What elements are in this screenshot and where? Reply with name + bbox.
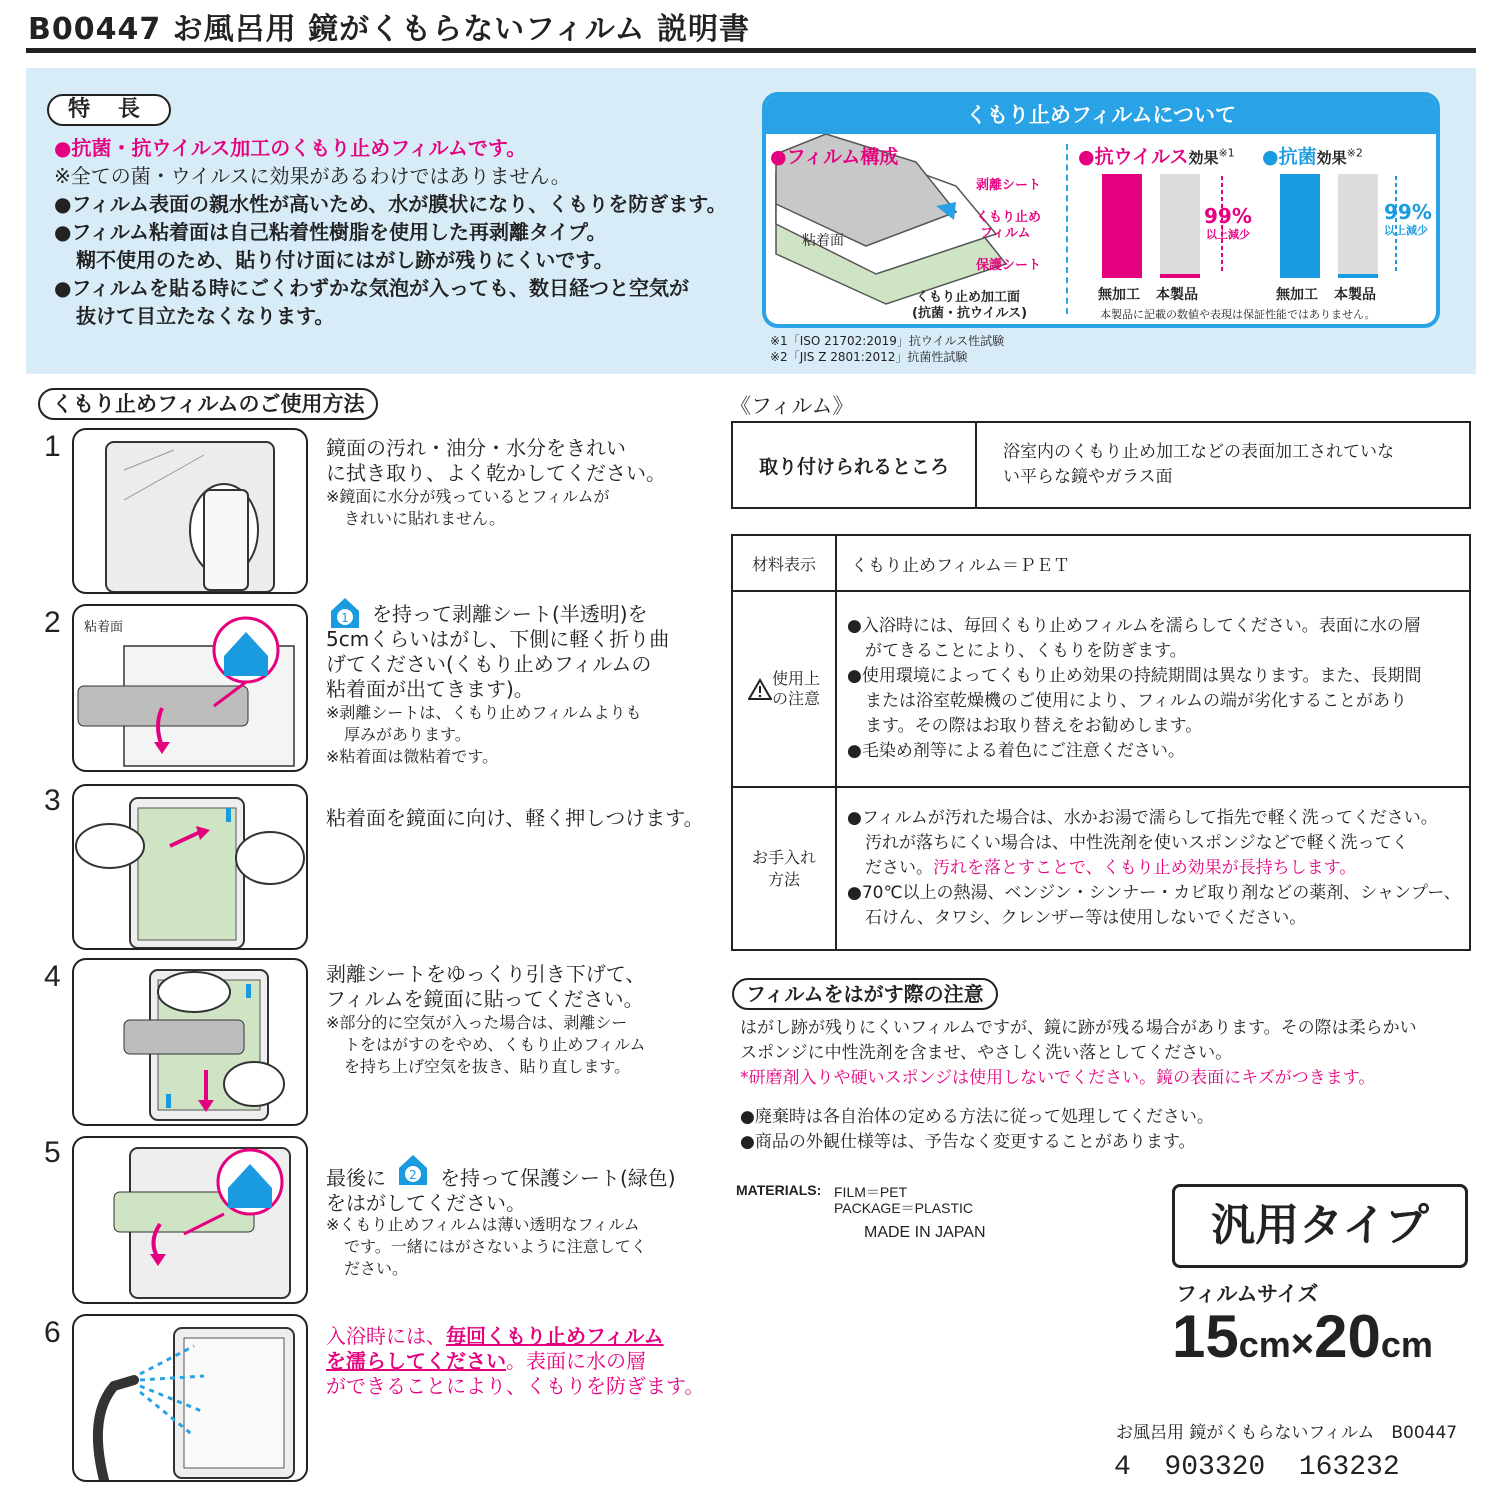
caution-label-cell xyxy=(732,591,836,787)
features-pill: 特 長 xyxy=(47,94,171,126)
bact-untreated-bar xyxy=(1280,174,1320,278)
step-6-line-1 xyxy=(326,1324,664,1349)
adhesive-label: 粘着面 xyxy=(84,620,124,635)
bact-reduction: 99% xyxy=(1384,200,1432,224)
step-number: 3 xyxy=(44,784,61,817)
coated-label: (抗菌・抗ウイルス) xyxy=(912,306,1028,321)
step-text: に拭き取り、よく乾かしてください。 xyxy=(326,461,666,485)
bact-product-fill xyxy=(1338,274,1378,278)
virus-reduction: 99% xyxy=(1204,204,1252,228)
size-unit: cm xyxy=(1238,1324,1291,1365)
caution-label: 使用上 xyxy=(771,669,820,688)
virus-note: ※1 xyxy=(1218,146,1235,160)
bact-product-bar xyxy=(1338,174,1378,278)
step-text: 入浴時には、 xyxy=(326,1324,446,1348)
step-note: を持ち上げ空気を抜き、貼り直します。 xyxy=(344,1057,631,1076)
mount-value: 浴室内のくもり止め加工などの表面加工されていな xyxy=(1003,442,1394,462)
page-title: B00447 お風呂用 鏡がくもらないフィルム 説明書 xyxy=(28,12,750,47)
caution-cell xyxy=(836,591,1470,787)
caution-line: ます。その際はお取り替えをお勧めします。 xyxy=(865,716,1203,736)
feature-line: 抜けて目立たなくなります。 xyxy=(76,304,335,328)
mount-table xyxy=(731,421,1471,509)
product-line: お風呂用 鏡がくもらないフィルム B00447 xyxy=(1116,1423,1458,1443)
care-line: 石けん、タワシ、クレンザー等は使用しないでください。 xyxy=(865,908,1307,928)
care-line: ●70℃以上の熱湯、ベンジン・シンナー・カビ取り剤などの薬剤、シャンプー、 xyxy=(847,883,1461,903)
removal-note: ●廃棄時は各自治体の定める方法に従って処理してください。 xyxy=(740,1107,1214,1127)
film-info-box xyxy=(762,92,1440,328)
caution-line: ●使用環境によってくもり止め効果の持続期間は異なります。また、長期間 xyxy=(847,666,1422,686)
feature-line: 糊不使用のため、貼り付け面にはがし跡が残りにくいです。 xyxy=(76,248,614,272)
tab-2-icon xyxy=(398,1154,428,1186)
step-text: 5cmくらいはがし、下側に軽く折り曲 xyxy=(326,627,670,651)
step-note: ※剥離シートは、くもり止めフィルムよりも xyxy=(326,703,642,722)
mount-label: 取り付けられるところ xyxy=(732,422,976,508)
product-label: 本製品 xyxy=(1156,287,1198,303)
disclaimer: 本製品に記載の数値や表現は保証性能ではありません。 xyxy=(1100,308,1376,321)
product-label: 本製品 xyxy=(1334,287,1376,303)
step-note: です。一緒にはがさないように注意してく xyxy=(344,1237,647,1256)
untreated-label: 無加工 xyxy=(1098,287,1140,303)
size-label: フィルムサイズ xyxy=(1176,1282,1319,1306)
step-text: をはがしてください。 xyxy=(326,1191,526,1215)
footnote: ※1「ISO 21702:2019」抗ウイルス性試験 xyxy=(770,334,1005,348)
feature-line: ●抗菌・抗ウイルス加工のくもり止めフィルムです。 xyxy=(54,136,527,160)
step-note: きれいに貼れません。 xyxy=(344,509,505,528)
size-unit: cm xyxy=(1380,1324,1433,1365)
step-note: ※鏡面に水分が残っているとフィルムが xyxy=(326,487,610,506)
usage-title: くもり止めフィルムのご使用方法 xyxy=(38,388,378,420)
coated-label: くもり止め加工面 xyxy=(916,290,1021,305)
step-text: を持って保護シート(緑色) xyxy=(440,1166,676,1190)
mount-value: い平らな鏡やガラス面 xyxy=(1003,467,1173,487)
materials-film: FILM＝PET xyxy=(834,1184,908,1200)
step-number: 5 xyxy=(44,1136,61,1169)
virus-product-bar xyxy=(1160,174,1200,278)
bact-note: ※2 xyxy=(1346,146,1363,160)
barcode-number: 4 903320 163232 xyxy=(1114,1452,1400,1483)
mount-value-cell xyxy=(976,422,1470,508)
size-height: 20 xyxy=(1314,1303,1381,1370)
bact-title xyxy=(1262,142,1363,169)
care-label: 方法 xyxy=(767,869,800,889)
title-rule xyxy=(26,48,1476,53)
layer-label: 保護シート xyxy=(976,258,1042,273)
removal-line: スポンジに中性洗剤を含ませ、やさしく洗い落としてください。 xyxy=(740,1043,1233,1063)
step-number: 1 xyxy=(44,430,61,463)
material-value: くもり止めフィルム＝ＰＥＴ xyxy=(836,535,1470,591)
bact-suffix: 効果 xyxy=(1316,149,1347,167)
caution-line: または浴室乾燥機のご使用により、フィルムの端が劣化することがあり xyxy=(865,691,1407,711)
step-illustration xyxy=(72,1314,308,1482)
step-text: ができることにより、くもりを防ぎます。 xyxy=(326,1374,705,1398)
step-number: 2 xyxy=(44,606,61,639)
materials-package: PACKAGE＝PLASTIC xyxy=(834,1200,974,1216)
size-value xyxy=(1172,1302,1433,1371)
caution-label: の注意 xyxy=(771,689,820,708)
removal-line: はがし跡が残りにくいフィルムですが、鏡に跡が残る場合があります。その際は柔らかい xyxy=(740,1018,1417,1038)
step-illustration xyxy=(72,428,308,594)
film-section-title: 《フィルム》 xyxy=(730,394,854,418)
untreated-label: 無加工 xyxy=(1276,287,1318,303)
step-note: ※粘着面は微粘着です。 xyxy=(326,747,499,766)
virus-title-text: ●抗ウイルス xyxy=(1078,146,1189,168)
step-illustration xyxy=(72,1136,308,1304)
feature-line: ●フィルム表面の親水性が高いため、水が膜状になり、くもりを防ぎます。 xyxy=(54,192,727,216)
step-note: ださい。 xyxy=(344,1259,409,1278)
virus-title xyxy=(1078,142,1235,169)
care-label: お手入れ xyxy=(751,847,816,867)
structure-title: ●フィルム構成 xyxy=(770,146,899,168)
step-text: 。表面に水の層 xyxy=(506,1349,646,1373)
step-illustration xyxy=(72,784,308,950)
step-text: 最後に xyxy=(326,1166,386,1190)
svg-text:2: 2 xyxy=(409,1168,417,1182)
step-number: 4 xyxy=(44,960,61,993)
film-info-heading: くもり止めフィルムについて xyxy=(766,96,1436,134)
step-illustration xyxy=(72,958,308,1126)
size-width: 15 xyxy=(1172,1303,1239,1370)
step-6-line-2 xyxy=(326,1349,646,1374)
step-text: 粘着面を鏡面に向け、軽く押しつけます。 xyxy=(326,806,704,830)
care-cell xyxy=(836,787,1470,950)
feature-line: ●フィルム粘着面は自己粘着性樹脂を使用した再剥離タイプ。 xyxy=(54,220,607,244)
care-line: ださい。 xyxy=(865,858,933,878)
removal-title: フィルムをはがす際の注意 xyxy=(732,978,998,1010)
step-text-emphasis: 毎回くもり止めフィルム xyxy=(446,1324,664,1348)
virus-product-fill xyxy=(1160,274,1200,278)
care-line-group xyxy=(847,856,1469,881)
footnote: ※2「JIS Z 2801:2012」抗菌性試験 xyxy=(770,350,968,364)
step-text: フィルムを鏡面に貼ってください。 xyxy=(326,987,644,1011)
spec-table xyxy=(731,534,1471,951)
feature-line: ●フィルムを貼る時にごくわずかな気泡が入っても、数日経つと空気が xyxy=(54,276,690,300)
made-in: MADE IN JAPAN xyxy=(864,1224,986,1241)
adhesive-label: 粘着面 xyxy=(802,233,844,249)
step-note: ※部分的に空気が入った場合は、剥離シー xyxy=(326,1013,628,1032)
bact-reduction-sub: 以上減少 xyxy=(1384,224,1428,237)
svg-text:1: 1 xyxy=(341,611,349,625)
caution-line: ●毛染め剤等による着色にご注意ください。 xyxy=(847,741,1185,761)
step-text: 粘着面が出てきます)。 xyxy=(326,677,534,701)
material-label: 材料表示 xyxy=(732,535,836,591)
tab-1-icon xyxy=(330,597,360,629)
step-text-emphasis: を濡らしてください xyxy=(326,1349,506,1373)
layer-label: フィルム xyxy=(980,226,1031,241)
care-line: 汚れが落ちにくい場合は、中性洗剤を使いスポンジなどで軽く洗ってく xyxy=(865,833,1409,853)
step-note: 厚みがあります。 xyxy=(344,725,471,744)
virus-reduction-sub: 以上減少 xyxy=(1206,228,1250,241)
care-line: ●フィルムが汚れた場合は、水かお湯で濡らして指先で軽く洗ってください。 xyxy=(847,808,1438,828)
step-number: 6 xyxy=(44,1316,61,1349)
layer-label: 剥離シート xyxy=(976,178,1042,193)
step-text: 剥離シートをゆっくり引き下げて、 xyxy=(326,962,646,986)
caution-line: ●入浴時には、毎回くもり止めフィルムを濡らしてください。表面に水の層 xyxy=(847,616,1421,636)
virus-untreated-bar xyxy=(1102,174,1142,278)
virus-suffix: 効果 xyxy=(1188,149,1219,167)
care-label-cell xyxy=(732,787,836,950)
feature-line: ※全ての菌・ウイルスに効果があるわけではありません。 xyxy=(54,164,571,188)
step-note: トをはがすのをやめ、くもり止めフィルム xyxy=(344,1035,646,1054)
bact-title-text: ●抗菌 xyxy=(1262,146,1317,168)
step-text: げてください(くもり止めフィルムの xyxy=(326,652,652,676)
step-text: 鏡面の汚れ・油分・水分をきれい xyxy=(326,436,626,460)
care-line-highlight: 汚れを落とすことで、くもり止め効果が長持ちします。 xyxy=(933,858,1357,878)
step-text: を持って剥離シート(半透明)を xyxy=(372,602,648,626)
step-note: ※くもり止めフィルムは薄い透明なフィルム xyxy=(326,1215,640,1234)
layer-label: くもり止め xyxy=(976,210,1042,225)
materials-label: MATERIALS: xyxy=(736,1182,822,1198)
removal-note: ●商品の外観仕様等は、予告なく変更することがあります。 xyxy=(740,1132,1196,1152)
type-box: 汎用タイプ xyxy=(1172,1184,1468,1268)
size-times: × xyxy=(1290,1322,1315,1366)
warning-icon xyxy=(748,678,772,700)
caution-line: がてきることにより、くもりを防ぎます。 xyxy=(865,641,1187,661)
removal-warning: *研磨剤入りや硬いスポンジは使用しないでください。鏡の表面にキズがつきます。 xyxy=(740,1068,1376,1088)
